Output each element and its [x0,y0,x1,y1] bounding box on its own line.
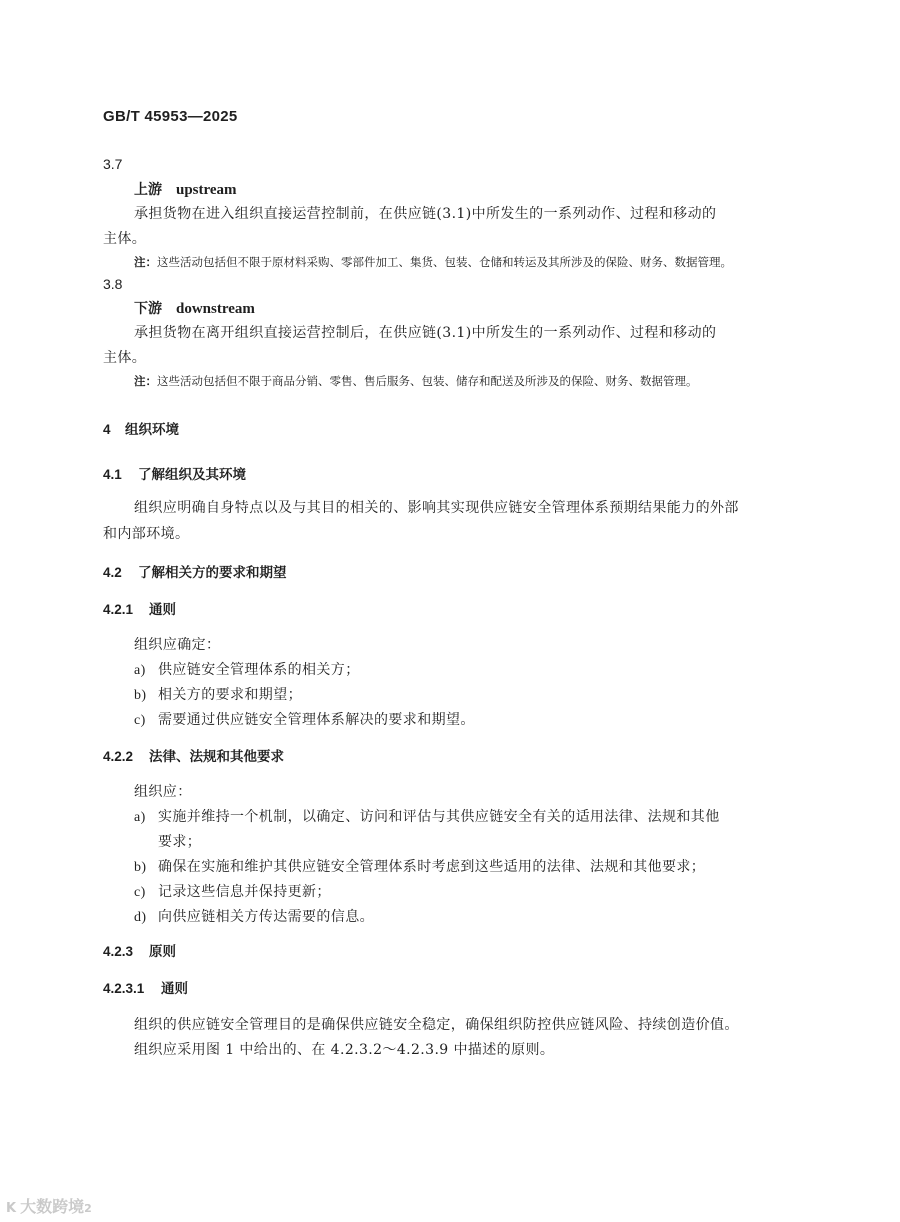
list-marker: c) [134,885,146,900]
list-marker: b) [134,860,147,875]
paragraph: 组织应明确自身特点以及与其目的相关的、影响其实现供应链安全管理体系预期结果能力的外部 [134,500,739,516]
list-text: 确保在实施和维护其供应链安全管理体系时考虑到这些适用的法律、法规和其他要求； [158,859,706,875]
list-item [134,659,360,679]
list-item [134,709,475,729]
note-text: 这些活动包括但不限于商品分销、零售、售后服务、包装、储存和配送及所涉及的保险、财务、数据管理。 [157,374,698,388]
term-number: 3.8 [103,276,123,292]
section-title: 法律、法规和其他要求 [149,749,284,765]
list-text: 相关方的要求和期望； [158,687,302,703]
note-label: 注： [134,374,157,388]
watermark-logo-icon: K [6,1201,17,1216]
term-heading [134,298,255,318]
section-title: 通则 [161,981,188,997]
paragraph-cont: 和内部环境。 [103,526,190,542]
term-chinese: 上游 [134,182,162,198]
section-title: 通则 [149,602,176,618]
term-heading [134,179,237,199]
section-heading [103,745,284,765]
note-label: 注： [134,255,157,269]
list-intro: 组织应确定： [134,637,221,653]
section-number: 4.2 [103,565,122,580]
term-english: upstream [176,182,237,198]
section-heading [103,977,188,997]
term-note [134,254,732,270]
paragraph: 组织的供应链安全管理目的是确保供应链安全稳定，确保组织防控供应链风险、持续创造价值。 [134,1017,739,1033]
section-heading [103,561,287,581]
section-title: 了解组织及其环境 [138,467,246,483]
section-heading [103,418,179,438]
section-number: 4.2.3.1 [103,981,145,996]
list-item [134,806,720,826]
list-marker: a) [134,663,146,678]
standard-number: GB/T 45953—2025 [103,108,238,125]
paragraph: 组织应采用图 1 中给出的、在 4.2.3.2～4.2.3.9 中描述的原则。 [134,1042,555,1058]
list-text: 记录这些信息并保持更新； [158,884,331,900]
section-number: 4 [103,422,111,437]
list-marker: c) [134,713,146,728]
term-english: downstream [176,301,255,317]
section-title: 组织环境 [125,422,179,438]
section-heading [103,463,246,483]
list-text: 实施并维持一个机制，以确定、访问和评估与其供应链安全有关的适用法律、法规和其他 [158,809,720,825]
section-number: 4.1 [103,467,122,482]
list-marker: d) [134,910,147,925]
section-title: 原则 [149,944,176,960]
list-item [134,881,331,901]
list-item [134,906,374,926]
term-definition-cont: 主体。 [103,350,147,366]
list-item [134,856,705,876]
term-definition-cont: 主体。 [103,231,147,247]
section-number: 4.2.3 [103,944,134,959]
term-definition: 承担货物在离开组织直接运营控制后，在供应链(3.1)中所发生的一系列动作、过程和移动的 [134,325,717,341]
list-text: 向供应链相关方传达需要的信息。 [158,909,374,925]
list-text: 需要通过供应链安全管理体系解决的要求和期望。 [158,712,475,728]
section-heading [103,598,176,618]
list-item [134,684,302,704]
term-definition: 承担货物在进入组织直接运营控制前，在供应链(3.1)中所发生的一系列动作、过程和移动的 [134,206,717,222]
section-heading [103,940,176,960]
watermark-suffix: 2 [84,1202,92,1215]
section-number: 4.2.2 [103,749,134,764]
note-text: 这些活动包括但不限于原材料采购、零部件加工、集货、包装、仓储和转运及其所涉及的保险、财务、数据管理。 [157,255,732,269]
term-note [134,373,698,389]
list-text: 供应链安全管理体系的相关方； [158,662,360,678]
term-chinese: 下游 [134,301,162,317]
watermark [6,1194,92,1217]
section-number: 4.2.1 [103,602,134,617]
section-title: 了解相关方的要求和期望 [138,565,287,581]
list-marker: a) [134,810,146,825]
list-intro: 组织应： [134,784,192,800]
list-marker: b) [134,688,147,703]
list-text-cont: 要求； [158,834,202,850]
term-number: 3.7 [103,156,123,172]
watermark-text: 大数跨境 [20,1197,85,1216]
